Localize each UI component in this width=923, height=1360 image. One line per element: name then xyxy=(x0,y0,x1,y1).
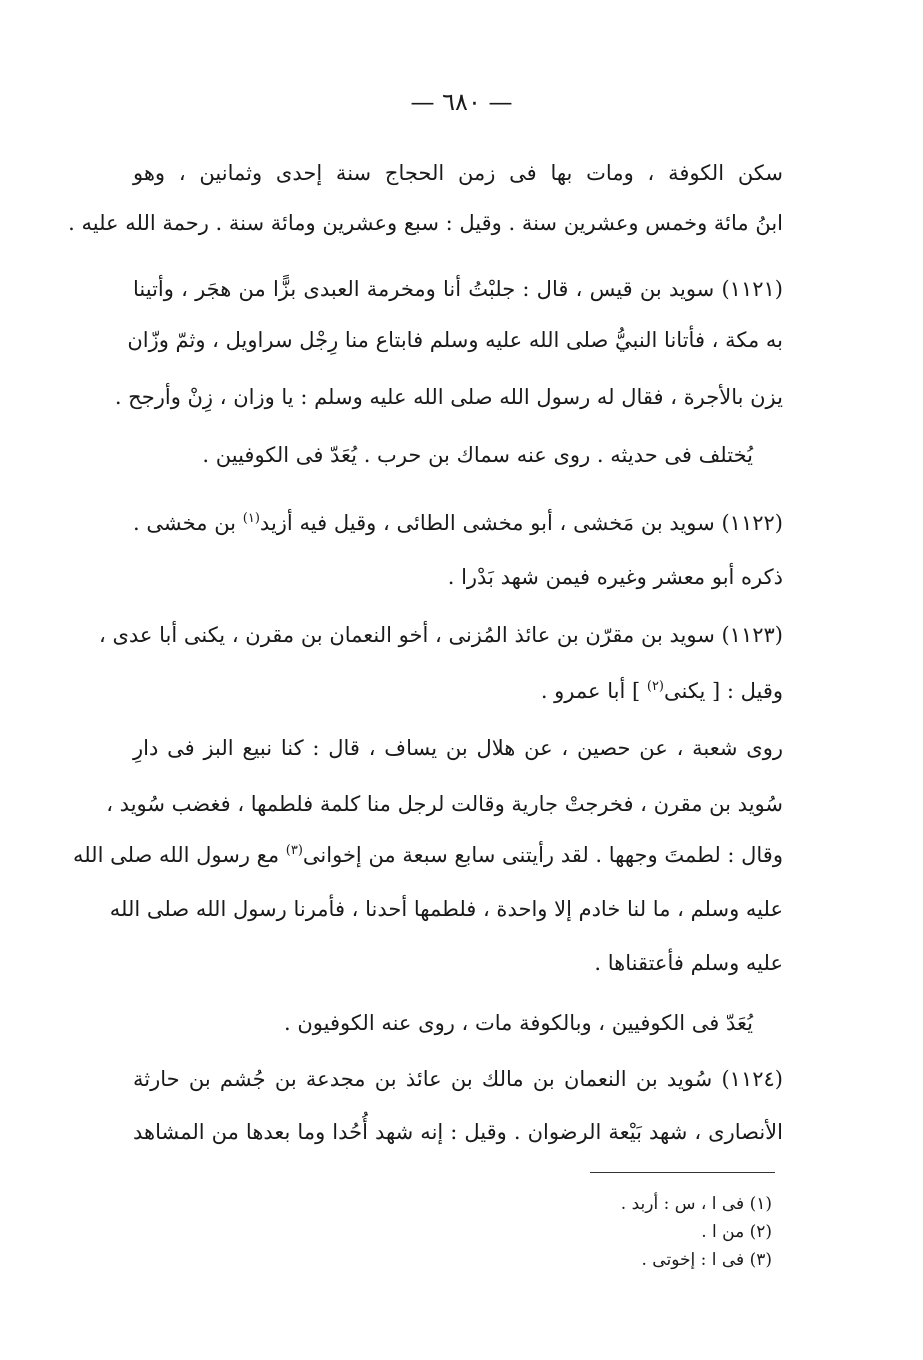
text-line: (١١٢١) سويد بن قيس ، قال : جلبْتُ أنا ومخرمة العبدى بزًّا من هجَر ، وأتينا xyxy=(133,277,783,301)
line-text-tail: بن مخشى . xyxy=(133,511,243,535)
text-line: روى شعبة ، عن حصين ، عن هلال بن يساف ، قال : كنا نبيع البز فى دارِ xyxy=(133,736,783,760)
page-number: — ٦٨٠ — xyxy=(410,88,513,116)
text-line: يُختلف فى حديثه . روى عنه سماك بن حرب . يُعَدّ فى الكوفيين . xyxy=(202,443,753,467)
text-line xyxy=(72,840,783,870)
text-line: يُعَدّ فى الكوفيين ، وبالكوفة مات ، روى عنه الكوفيون . xyxy=(283,1011,753,1035)
footnote-divider xyxy=(590,1172,775,1173)
footnote: (٢) من ا . xyxy=(701,1222,772,1242)
text-line: (١١٢٤) سُويد بن النعمان بن مالك بن عائذ بن مجدعة بن جُشم بن حارثة xyxy=(133,1067,783,1091)
line-text-tail: ] أبا عمرو . xyxy=(540,679,647,703)
text-line: ذكره أبو معشر وغيره فيمن شهد بَدْرا . xyxy=(447,565,783,589)
footnote-marker: (١) xyxy=(242,511,260,526)
footnote: (١) فى ا ، س : أربد . xyxy=(620,1194,772,1214)
line-text: (١١٢٢) سويد بن مَخشى ، أبو مخشى الطائى ، وقيل فيه أزيد xyxy=(259,511,783,535)
footnote: (٣) فى ا : إخوتى . xyxy=(641,1250,772,1270)
text-line: به مكة ، فأتانا النبيُّ صلى الله عليه وسلم فابتاع منا رِجْل سراويل ، وثمّ وزّان xyxy=(127,328,783,352)
text-line: الأنصارى ، شهد بَيْعة الرضوان . وقيل : إنه شهد أُحُدا وما بعدها من المشاهد xyxy=(133,1120,783,1144)
footnote-marker: (٢) xyxy=(646,679,664,694)
text-line: سكن الكوفة ، ومات بها فى زمن الحجاج سنة إحدى وثمانين ، وهو xyxy=(133,161,783,185)
text-line: يزن بالأجرة ، فقال له رسول الله صلى الله عليه وسلم : يا وزان ، زِنْ وأرجح . xyxy=(114,385,783,409)
text-line: عليه وسلم فأعتقناها . xyxy=(594,951,783,975)
text-line: سُويد بن مقرن ، فخرجتْ جارية وقالت لرجل منا كلمة فلطمها ، فغضب سُويد ، xyxy=(106,792,783,816)
text-line: ابنُ مائة وخمس وعشرين سنة . وقيل : سبع وعشرين ومائة سنة . رحمة الله عليه . xyxy=(68,211,783,235)
line-text: وقيل : [ يكنى xyxy=(664,679,783,703)
text-line: (١١٢٣) سويد بن مقرّن بن عائذ المُزنى ، أخو النعمان بن مقرن ، يكنى أبا عدى ، xyxy=(98,623,783,647)
line-text: وقال : لطمتَ وجهها . لقد رأيتنى سابع سبعة من إخوانى xyxy=(302,843,783,867)
text-line xyxy=(133,508,783,538)
line-text-tail: مع رسول الله صلى الله xyxy=(72,843,286,867)
text-line: عليه وسلم ، ما لنا خادم إلا واحدة ، فلطمها أحدنا ، فأمرنا رسول الله صلى الله xyxy=(109,897,783,921)
footnote-marker: (٣) xyxy=(285,843,303,858)
text-line xyxy=(133,676,783,706)
